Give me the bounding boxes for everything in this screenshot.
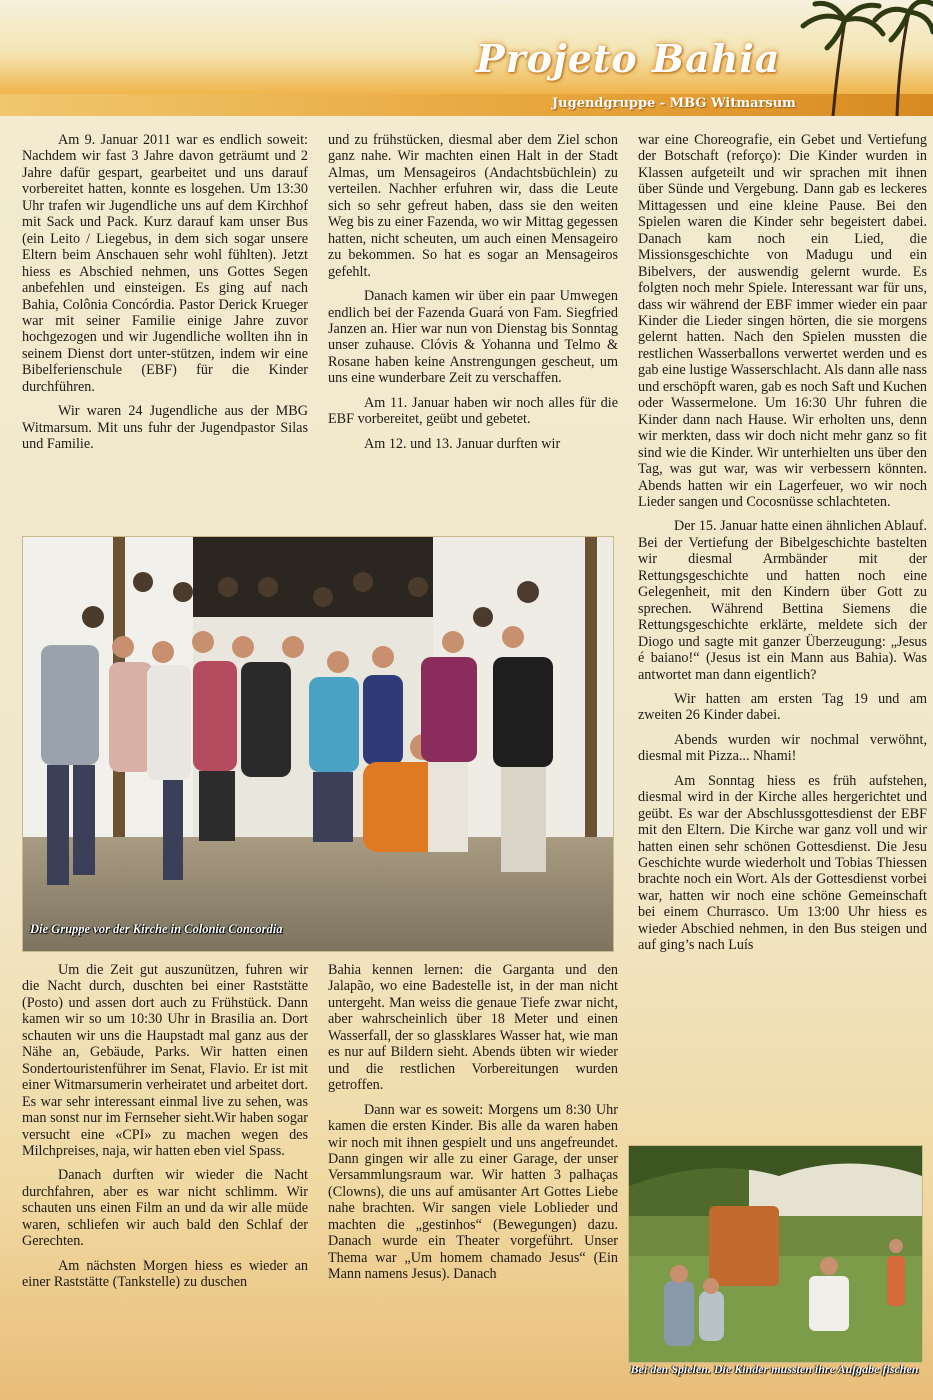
palm-tree-icon: [793, 0, 933, 116]
paragraph: Am 9. Januar 2011 war es endlich soweit: Nachdem wir fast 3 Jahre davon geträumt und 2 Jahre dafür gespart, gearbeitet und uns darauf vorbereitet hatten, konnte es losgehen. Um 13:30 Uhr trafen wir Jugendliche uns auf dem Kirchhof mit Sack und Pack. Kurz darauf kam unser Bus (ein Leito / Liegebus, in dem sich sogar unsere Eltern beim Anschauen sehr wohl fühlten). Jetzt hiess es Abschied nehmen, uns Gottes Segen anbefehlen und einsteigen. Es ging auf nach Bahia, Colônia Concórdia. Pastor Derick Krueger war mit seiner Familie einige Jahre zuvor hochgezogen und wir Jugendliche wollten ihn in seinem Dienst dort unter-stützen, indem wir eine Bibelferienschule (EBF) für die Kinder durchführen.: [22, 132, 308, 395]
group-photo-caption: Die Gruppe vor der Kirche in Colonia Concordia: [30, 922, 283, 936]
paragraph: Am Sonntag hiess es früh aufstehen, diesmal wird in der Kirche alles hergerichtet und geübt. Es war der Abschlussgottesdienst der EBF mit den Eltern. Die Kirche war ganz voll und wir hatten einen sehr schönen Gottesdienst. Die Jesu Geschichte wurde wiederholt und Tobias Thiessen brachte noch ein Wort. Als der Gottesdienst vorbei war, hatten wir noch eine schöne Gemeinschaft bei einem Churrasco. Um 13:00 Uhr hiess es wieder Abschied nehmen, in den Bus steigen und auf ging’s nach Luís: [638, 772, 927, 954]
paragraph: Wir hatten am ersten Tag 19 und am zweiten 26 Kinder dabei.: [638, 690, 927, 724]
article-column-3: [638, 132, 927, 1132]
group-photo-image: [23, 537, 613, 951]
paragraph: Der 15. Januar hatte einen ähnlichen Ablauf. Bei der Vertiefung der Bibelgeschichte bastelten wir diesmal Armbänder mit der Rettungsgeschichte und hatten noch eine Gelegenheit, mit den Kindern über Gott zu sprechen. Während Bettina Siemens die Rettungsgeschichte erklärte, meldete sich der Diogo und sagte mit ganzer Überzeugung: „Jesus é baiano!“ (Jesus ist ein Mann aus Bahia). Was antwortet man dann eigentlich?: [638, 518, 927, 683]
paragraph: und zu frühstücken, diesmal aber dem Ziel schon ganz nahe. Wir machten einen Halt in der Stadt Almas, um Mensageiros (Andachtsbüchlein) zu verteilen. Nachher erfuhren wir, dass die Leute sich so sehr gefreut haben, dass sie den weiten Weg bis zu einer Fazenda, wo wir Mittag gegessen hatten, nicht scheuten, um auch einen Mensageiro zu bekommen. So hat es sogar an Mensageiros gefehlt.: [328, 132, 618, 280]
paragraph: Wir waren 24 Jugendliche aus der MBG Witmarsum. Mit uns fuhr der Jugendpastor Silas und Familie.: [22, 403, 308, 453]
games-photo-image: [629, 1146, 922, 1362]
paragraph: Abends wurden wir nochmal verwöhnt, diesmal mit Pizza... Nhami!: [638, 731, 927, 765]
paragraph: Am nächsten Morgen hiess es wieder an einer Raststätte (Tankstelle) zu duschen: [22, 1257, 308, 1291]
page-header: [0, 0, 933, 116]
article-column-1: [22, 132, 308, 524]
paragraph: Danach kamen wir über ein paar Umwegen endlich bei der Fazenda Guará von Fam. Siegfried Janzen an. Hier war nun von Dienstag bis Sonntag unser zuhause. Clóvis & Yohanna und Telmo & Rosane haben keine Anstrengungen gescheut, um uns eine wunderbare Zeit zu verschaffen.: [328, 288, 618, 387]
games-photo: [628, 1145, 923, 1363]
paragraph: Bahia kennen lernen: die Garganta und den Jalapão, wo eine Badestelle ist, in der man nicht untergeht. Man weiss die genaue Tiefe zwar nicht, aber wahrscheinlich über 18 Meter und einen Wasserfall, der so glassklares Wasser hat, wie man es nur auf Bildern sieht. Abends übten wir wieder und die restlichen Vorbereitungen wurden getroffen.: [328, 962, 618, 1094]
paragraph: Am 11. Januar haben wir noch alles für die EBF vorbereitet, geübt und gebetet.: [328, 394, 618, 428]
paragraph: war eine Choreografie, ein Gebet und Vertiefung der Botschaft (reforço): Die Kinder wurden in Klassen aufgeteilt und wir sprachen mit ihnen über Sünde und Vergebung. Dann gab es leckeres Mittagessen und eine kleine Pause. Bei den Spielen waren die Kinder sehr begeistert dabei. Danach kam noch ein Lied, die Missionsgeschichte von Madugu und ein Bibelvers, der auswendig gelernt wurde. Es folgten noch mehr Spiele. Interessant war für uns, dass wir während der EBF immer wieder ein paar Kinder die Lieder singen hörten, die sie morgens gelernt hatten. Nach den Spielen mussten die restlichen Wasserballons verwertet werden und es gab eine lustige Wasserschlacht. Als dann alle nass und erschöpft waren, gab es noch Saft und Kuchen oder Wassermelone. Um 16:30 Uhr fuhren die Kinder dann nach Hause. Wir erholten uns, denn wir merkten, dass wir doch nicht mehr ganz so fit sind wie die Kinder. Wir unterhielten uns über den Tag, was gut war, was wir verbessern könnten. Abends hatten wir ein Lagerfeuer, wo wir noch Lieder sangen und Cocosnüsse schlachteten.: [638, 132, 927, 510]
paragraph: Dann war es soweit: Morgens um 8:30 Uhr kamen die ersten Kinder. Bis alle da waren haben wir noch mit ihnen gespielt und uns angefreundet. Dann gingen wir alle zu einer Garage, der unser Versammlungsraum war. Wir hatten 3 palhaças (Clowns), die uns auf amüsanter Art Gottes Liebe nahe brachten. Wir sangen viele Loblieder und machten die „gestinhos“ (Bewegungen) dazu. Danach wurde ein Theater vorgeführt. Unser Thema war „Um homem chamado Jesus“ (Ein Mann namens Jesus). Danach: [328, 1101, 618, 1283]
paragraph: Danach durften wir wieder die Nacht durchfahren, aber es war nicht schlimm. Wir schauten uns einen Film an und da wir alle müde waren, schliefen wir auch bald den Schlaf der Gerechten.: [22, 1167, 308, 1250]
group-photo: [22, 536, 614, 952]
article-column-1-lower: [22, 962, 308, 1382]
article-column-2: [328, 132, 618, 524]
page-subtitle: Jugendgruppe - MBG Witmarsum: [552, 96, 796, 111]
paragraph: Um die Zeit gut auszunützen, fuhren wir die Nacht durch, duschten bei einer Raststätte (Posto) und assen dort auch zu Frühstück. Dann kamen wir so um 10:30 Uhr in Brasilia an. Dort schauten wir uns die Haupstadt mal ganz aus der Nähe an, Gebäude, Parks. Wir hatten einen Sondertouristenführer im Senat, Flavio. Er ist mit einer Witmarsumerin verheiratet und arbeitet dort. Es war sehr interessant einmal live zu sehen, was man sonst nur im Fernseher sieht.Wir haben sogar versucht eine «CPI» zu machen wegen des Milchpreises, naja, wir hatten eben viel Spass.: [22, 962, 308, 1159]
paragraph: Am 12. und 13. Januar durften wir: [364, 435, 561, 452]
article-column-2-lower: [328, 962, 618, 1382]
page-title: Projeto Bahia: [476, 36, 781, 81]
games-photo-caption: Bei den Spielen. Die Kinder mussten ihre Aufgabe fischen: [630, 1362, 919, 1376]
